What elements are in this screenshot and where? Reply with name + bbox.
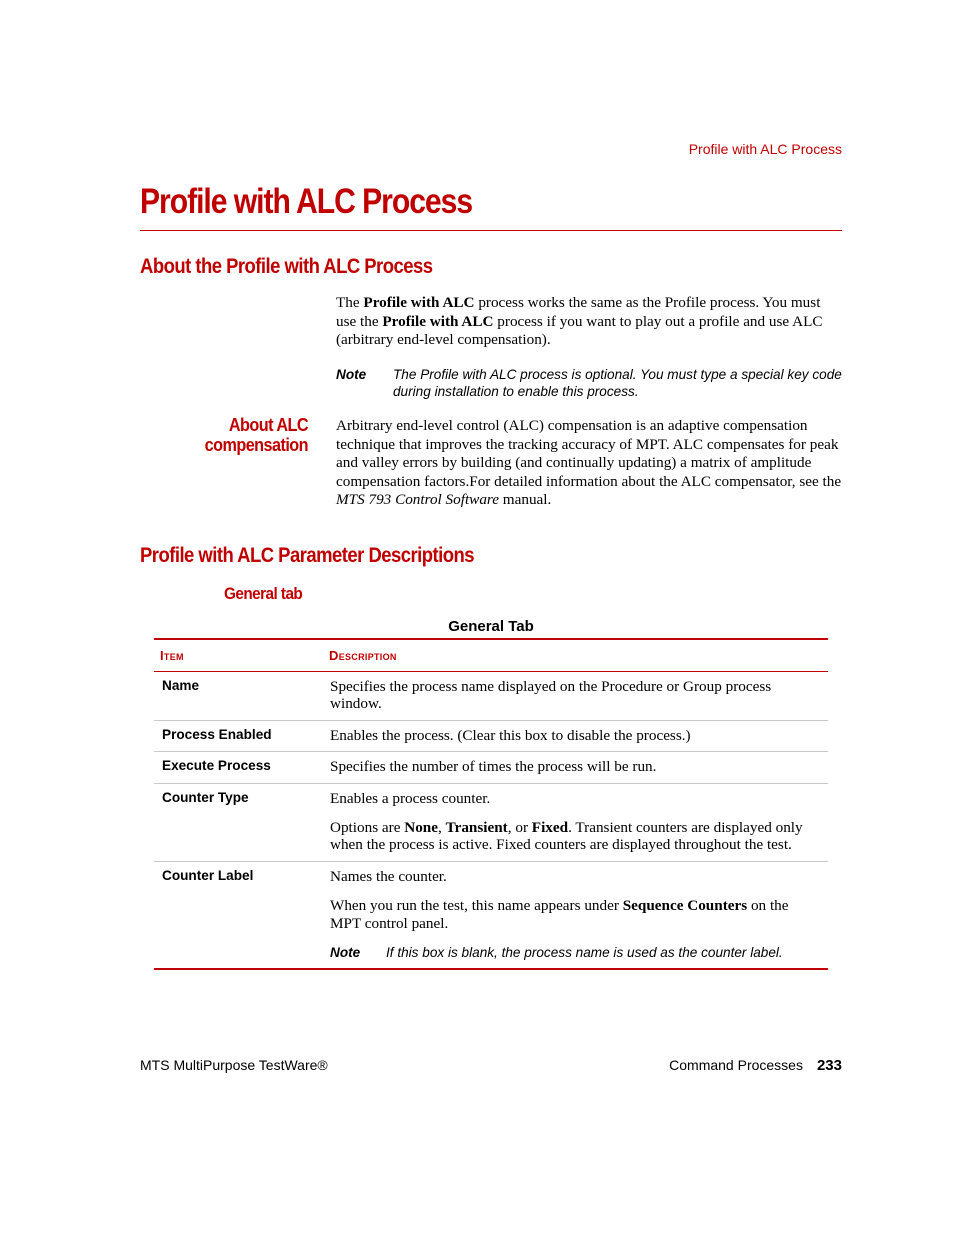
item-cell: Counter Label [162, 867, 254, 883]
subheading-general-tab: General tab [224, 584, 303, 603]
text-run: on the MPT control panel. [330, 897, 789, 932]
description-cell [330, 862, 828, 969]
item-cell: Process Enabled [162, 726, 272, 742]
table-note [330, 944, 820, 961]
table-row [154, 721, 828, 752]
page-number: 233 [816, 1057, 842, 1074]
italic-title: MTS 793 Control Software [336, 491, 499, 509]
description-paragraph: Enables a process counter. [330, 789, 491, 807]
table-caption: General Tab [448, 618, 534, 635]
parameter-table [154, 638, 828, 970]
bold-term: None [404, 819, 438, 837]
description-cell: Specifies the number of times the process will be run. [330, 758, 657, 776]
text-run: Options are [330, 819, 405, 837]
text-run: process if you want to play out a profile and use ALC (arbitrary end-level compensation). [336, 312, 823, 349]
text-run: , or [507, 819, 532, 837]
footer-section-name: Command Processes [669, 1057, 803, 1073]
side-heading-about-alc [157, 415, 308, 455]
text-run: , [437, 819, 446, 837]
side-heading-line: About ALC [228, 415, 308, 435]
table-row [154, 862, 828, 969]
note-text: If this box is blank, the process name is used as the counter label. [386, 945, 783, 961]
text-run: The [336, 294, 364, 311]
item-cell: Name [162, 678, 200, 693]
item-cell: Execute Process [162, 758, 271, 774]
bold-term: Fixed [531, 819, 569, 837]
description-cell: Enables the process. (Clear this box to disable the process.) [330, 726, 691, 744]
description-paragraph [330, 819, 820, 854]
section-heading-parameters: Profile with ALC Parameter Descriptions [140, 544, 475, 567]
footer-section [669, 1057, 842, 1074]
description-paragraph [330, 897, 820, 932]
footer-product-name: MTS MultiPurpose TestWare® [140, 1057, 328, 1073]
bold-term: Profile with ALC [363, 294, 475, 311]
title-rule [140, 230, 842, 231]
about-paragraph [336, 294, 842, 350]
description-paragraph: Names the counter. [330, 867, 447, 885]
chapter-title: Profile with ALC Process [140, 182, 473, 221]
table-row [154, 752, 828, 783]
alc-paragraph [336, 417, 842, 510]
note-label: Note [336, 367, 367, 382]
note-text: The Profile with ALC process is optional. You must type a special key code during installation to enable this process. [393, 367, 842, 399]
bold-term: Profile with ALC [382, 312, 494, 330]
item-cell: Counter Type [162, 789, 249, 805]
text-run: process works the same as the Profile process. You must use the [336, 294, 821, 330]
bold-term: Sequence Counters [622, 897, 748, 915]
running-head: Profile with ALC Process [688, 141, 842, 157]
text-run: When you run the test, this name appears under [330, 897, 623, 915]
note-label: Note [330, 945, 361, 961]
description-cell [330, 784, 828, 861]
description-cell: Specifies the process name displayed on the Procedure or Group process window. [330, 678, 772, 713]
table-header [154, 640, 828, 672]
column-header-description: Description [329, 648, 397, 663]
bold-term: Transient [445, 819, 508, 837]
text-run: . Transient counters are displayed only when the process is active. Fixed counters are displayed throughout the test. [330, 819, 803, 854]
section-heading-about: About the Profile with ALC Process [140, 255, 433, 278]
text-run: Arbitrary end-level control (ALC) compensation is an adaptive compensation technique that improves the tracking accuracy of MPT. ALC compensates for peak and valley errors by building (and continually updating) a matrix of amplitude compensation factors.For detailed information about the ALC compensator, see the [336, 417, 842, 490]
note [336, 366, 842, 400]
table-row [154, 672, 828, 721]
table-row [154, 784, 828, 862]
column-header-item: Item [160, 648, 184, 663]
text-run: manual. [499, 491, 552, 509]
side-heading-line: compensation [204, 435, 308, 455]
